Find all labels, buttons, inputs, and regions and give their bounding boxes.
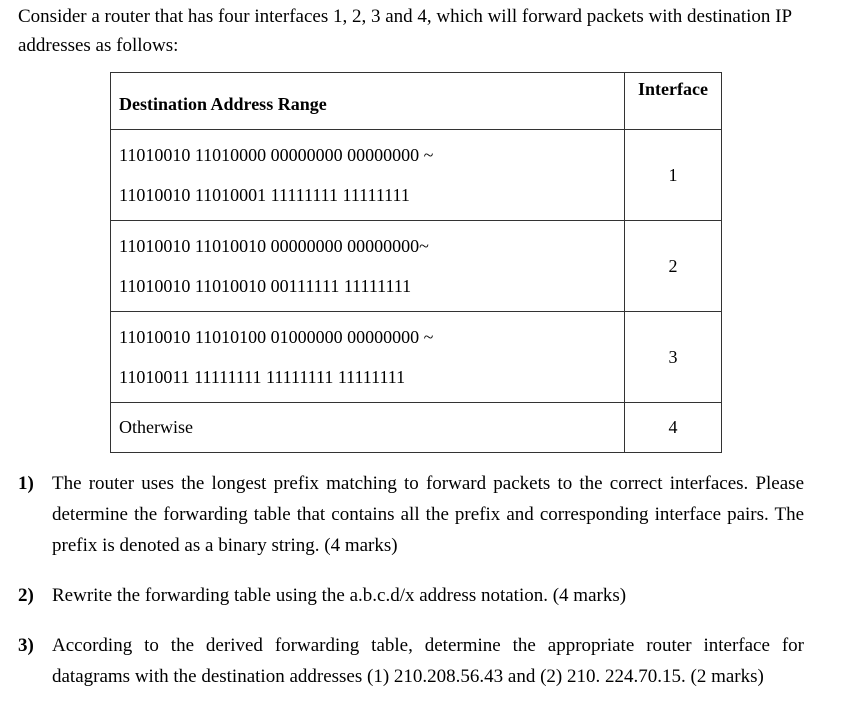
interface-cell: 3 bbox=[625, 312, 722, 403]
interface-cell: 4 bbox=[625, 403, 722, 453]
otherwise-cell: Otherwise bbox=[111, 403, 625, 453]
question-number: 2) bbox=[18, 585, 34, 606]
question-text: The router uses the longest prefix matching to forward packets to the correct interfaces. Please determine the forwarding table that contains all the prefix and corresponding interface pairs. The prefix is denoted as a binary string. (4 marks) bbox=[52, 473, 804, 556]
forwarding-range-table bbox=[110, 72, 722, 453]
range-cell bbox=[111, 130, 625, 221]
table-header-row bbox=[111, 73, 722, 130]
question-text: According to the derived forwarding table, determine the appropriate router interface for datagrams with the destination addresses (1) 210.208.56.43 and (2) 210. 224.70.15. (2 marks) bbox=[52, 635, 804, 687]
range-from: 11010010 11010100 01000000 00000000 ~ bbox=[119, 327, 434, 347]
question-list bbox=[18, 468, 804, 711]
range-cell bbox=[111, 312, 625, 403]
question-number: 1) bbox=[18, 473, 34, 494]
interface-cell: 2 bbox=[625, 221, 722, 312]
range-from: 11010010 11010000 00000000 00000000 ~ bbox=[119, 145, 434, 165]
question-text: Rewrite the forwarding table using the a.b.c.d/x address notation. (4 marks) bbox=[52, 585, 627, 606]
intro-paragraph: Consider a router that has four interfaces 1, 2, 3 and 4, which will forward packets with destination IP addresses as follows: bbox=[18, 6, 792, 56]
interface-cell: 1 bbox=[625, 130, 722, 221]
question-item bbox=[18, 468, 804, 561]
header-interface: Interface bbox=[625, 73, 722, 130]
range-from: 11010010 11010010 00000000 00000000~ bbox=[119, 236, 429, 256]
range-to: 11010010 11010010 00111111 11111111 bbox=[119, 276, 412, 296]
question-item bbox=[18, 630, 804, 692]
table-row bbox=[111, 221, 722, 312]
header-destination-range: Destination Address Range bbox=[111, 73, 625, 130]
range-to: 11010010 11010001 11111111 11111111 bbox=[119, 185, 410, 205]
table-row bbox=[111, 130, 722, 221]
table-row bbox=[111, 312, 722, 403]
range-cell bbox=[111, 221, 625, 312]
question-item bbox=[18, 580, 804, 611]
table-row-otherwise bbox=[111, 403, 722, 453]
range-to: 11010011 11111111 11111111 11111111 bbox=[119, 367, 406, 387]
question-number: 3) bbox=[18, 635, 34, 656]
